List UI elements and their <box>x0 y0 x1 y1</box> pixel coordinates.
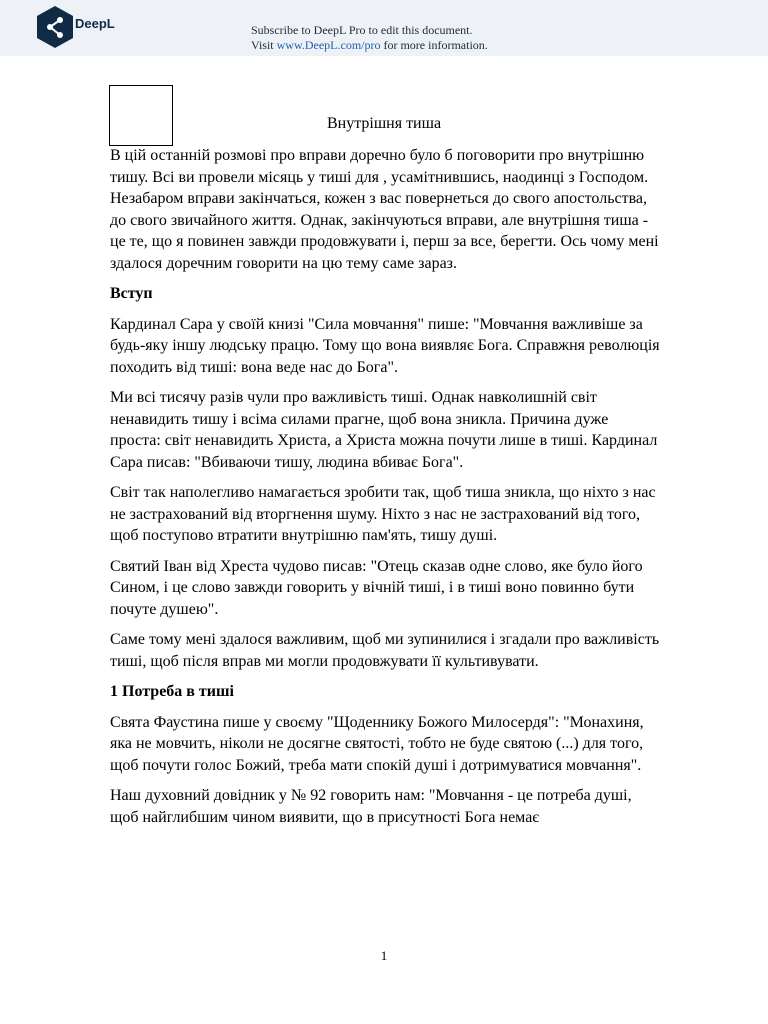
section-heading-intro: Вступ <box>110 285 153 302</box>
visit-line <box>251 38 488 53</box>
visit-suffix: for more information. <box>380 38 488 52</box>
subscribe-message <box>251 23 488 53</box>
deepl-banner <box>0 0 768 56</box>
intro-paragraph: В цій останній розмові про вправи доречно було б поговорити про внутрішню тишу. Всі ви провели місяць у тиші для , усамітнившись, наодинці з Господом. Незабаром вправи закінчаться, кожен з вас повернеться до свого апостольства, до свого звичайного життя. Однак, закінчуються вправи, але внутрішня тиша - це те, що я повинен завжди продовжувати і, перш за все, берегти. Ось чому мені здалося доречним говорити на цю тему саме зараз. <box>110 147 659 272</box>
paragraph: Наш духовний довідник у № 92 говорить нам: "Мовчання - це потреба душі, щоб найглибшим чином виявити, що в присутності Бога немає <box>110 787 632 826</box>
paragraph: Ми всі тисячу разів чули про важливість тиші. Однак навколишній світ ненавидить тишу і всіма силами прагне, щоб вона зникла. Причина дуже проста: світ ненавидить Христа, а Христа можна почути лише в тиші. Кардинал Сара писав: "Вбиваючи тишу, людина вбиває Бога". <box>110 389 658 471</box>
paragraph: Саме тому мені здалося важливим, щоб ми зупинилися і згадали про важливість тиші, щоб після вправ ми могли продовжувати її культивувати. <box>110 631 660 670</box>
document-body <box>110 145 660 837</box>
subscribe-line: Subscribe to DeepL Pro to edit this document. <box>251 23 473 37</box>
deepl-pro-link[interactable]: www.DeepL.com/pro <box>276 38 381 52</box>
paragraph: Свята Фаустина пише у своєму "Щоденнику Божого Милосердя": "Монахиня, яка не мовчить, ніколи не досягне святості, тобто не буде святою (...) для того, щоб почути голос Божий, треба мати спокій душі і дотримуватися мовчання". <box>110 713 644 774</box>
visit-prefix: Visit <box>251 38 277 52</box>
document-title: Внутрішня тиша <box>326 115 442 132</box>
deepl-logo-text: DeepL <box>75 16 115 31</box>
section-heading-need: 1 Потреба в тиші <box>110 683 234 700</box>
paragraph: Святий Іван від Хреста чудово писав: "Отець сказав одне слово, яке було його Сином, і це слово завжди говорить у вічній тиші, і в тиші воно повинно бути почуте душею". <box>110 557 643 618</box>
paragraph: Світ так наполегливо намагається зробити так, щоб тиша зникла, що ніхто з нас не застрахований від вторгнення шуму. Ніхто з нас не застрахований від того, щоб поступово втратити внутрішню пам'ять, тишу душі. <box>110 484 656 544</box>
paragraph: Кардинал Сара у своїй книзі "Сила мовчання" пише: "Мовчання важливіше за будь-яку іншу людську працю. Тому що вона виявляє Бога. Справжня революція походить від тиші: вона веде нас до Бога". <box>110 315 660 376</box>
page-number: 1 <box>380 948 388 963</box>
